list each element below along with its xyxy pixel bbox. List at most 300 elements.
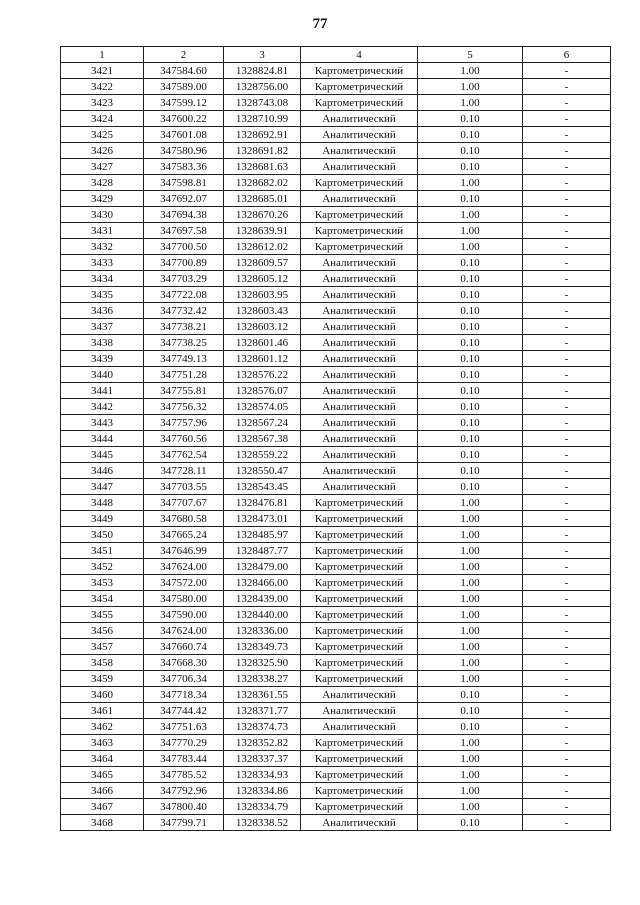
x-coordinate-cell: 347703.29 [144,271,224,287]
accuracy-cell: 1.00 [418,79,523,95]
x-coordinate-cell: 347660.74 [144,639,224,655]
x-coordinate-cell: 347680.58 [144,511,224,527]
note-cell: - [523,799,611,815]
accuracy-cell: 0.10 [418,271,523,287]
note-cell: - [523,271,611,287]
accuracy-cell: 1.00 [418,511,523,527]
point-number-cell: 3440 [61,367,144,383]
accuracy-cell: 0.10 [418,191,523,207]
note-cell: - [523,463,611,479]
table-row [61,223,611,239]
note-cell: - [523,415,611,431]
y-coordinate-cell: 1328567.38 [224,431,301,447]
point-number-cell: 3441 [61,383,144,399]
method-cell: Аналитический [301,159,418,175]
point-number-cell: 3447 [61,479,144,495]
table-row [61,127,611,143]
note-cell: - [523,95,611,111]
method-cell: Аналитический [301,191,418,207]
x-coordinate-cell: 347760.56 [144,431,224,447]
table-row [61,575,611,591]
method-cell: Картометрический [301,767,418,783]
method-cell: Аналитический [301,335,418,351]
x-coordinate-cell: 347800.40 [144,799,224,815]
accuracy-cell: 1.00 [418,751,523,767]
accuracy-cell: 1.00 [418,175,523,191]
y-coordinate-cell: 1328756.00 [224,79,301,95]
accuracy-cell: 1.00 [418,239,523,255]
method-cell: Аналитический [301,319,418,335]
x-coordinate-cell: 347718.34 [144,687,224,703]
point-number-cell: 3429 [61,191,144,207]
note-cell: - [523,607,611,623]
method-cell: Картометрический [301,95,418,111]
note-cell: - [523,191,611,207]
x-coordinate-cell: 347755.81 [144,383,224,399]
x-coordinate-cell: 347762.54 [144,447,224,463]
method-cell: Аналитический [301,415,418,431]
method-cell: Картометрический [301,799,418,815]
method-cell: Аналитический [301,367,418,383]
y-coordinate-cell: 1328691.82 [224,143,301,159]
y-coordinate-cell: 1328338.27 [224,671,301,687]
x-coordinate-cell: 347744.42 [144,703,224,719]
note-cell: - [523,255,611,271]
accuracy-cell: 0.10 [418,703,523,719]
method-cell: Аналитический [301,127,418,143]
x-coordinate-cell: 347580.96 [144,143,224,159]
accuracy-cell: 0.10 [418,479,523,495]
point-number-cell: 3448 [61,495,144,511]
method-cell: Картометрический [301,223,418,239]
method-cell: Аналитический [301,479,418,495]
y-coordinate-cell: 1328550.47 [224,463,301,479]
accuracy-cell: 0.10 [418,415,523,431]
x-coordinate-cell: 347751.63 [144,719,224,735]
note-cell: - [523,335,611,351]
table-row [61,719,611,735]
y-coordinate-cell: 1328338.52 [224,815,301,831]
method-cell: Картометрический [301,575,418,591]
point-number-cell: 3445 [61,447,144,463]
method-cell: Картометрический [301,63,418,79]
table-row [61,95,611,111]
x-coordinate-cell: 347783.44 [144,751,224,767]
y-coordinate-cell: 1328479.00 [224,559,301,575]
accuracy-cell: 0.10 [418,303,523,319]
table-row [61,399,611,415]
note-cell: - [523,399,611,415]
method-cell: Картометрический [301,623,418,639]
accuracy-cell: 0.10 [418,719,523,735]
table-row [61,735,611,751]
y-coordinate-cell: 1328567.24 [224,415,301,431]
point-number-cell: 3456 [61,623,144,639]
note-cell: - [523,655,611,671]
method-cell: Аналитический [301,111,418,127]
y-coordinate-cell: 1328466.00 [224,575,301,591]
table-row [61,207,611,223]
method-cell: Аналитический [301,719,418,735]
x-coordinate-cell: 347770.29 [144,735,224,751]
y-coordinate-cell: 1328371.77 [224,703,301,719]
point-number-cell: 3453 [61,575,144,591]
note-cell: - [523,367,611,383]
method-cell: Картометрический [301,79,418,95]
x-coordinate-cell: 347584.60 [144,63,224,79]
accuracy-cell: 0.10 [418,815,523,831]
point-number-cell: 3430 [61,207,144,223]
table-body [61,63,611,831]
accuracy-cell: 1.00 [418,623,523,639]
accuracy-cell: 1.00 [418,543,523,559]
table-row [61,591,611,607]
x-coordinate-cell: 347738.25 [144,335,224,351]
y-coordinate-cell: 1328473.01 [224,511,301,527]
accuracy-cell: 0.10 [418,431,523,447]
table-row [61,383,611,399]
table-row [61,783,611,799]
y-coordinate-cell: 1328601.46 [224,335,301,351]
accuracy-cell: 0.10 [418,111,523,127]
x-coordinate-cell: 347589.00 [144,79,224,95]
table-row [61,687,611,703]
x-coordinate-cell: 347749.13 [144,351,224,367]
method-cell: Аналитический [301,383,418,399]
point-number-cell: 3434 [61,271,144,287]
table-row [61,623,611,639]
x-coordinate-cell: 347756.32 [144,399,224,415]
table-row [61,559,611,575]
note-cell: - [523,287,611,303]
y-coordinate-cell: 1328439.00 [224,591,301,607]
y-coordinate-cell: 1328605.12 [224,271,301,287]
y-coordinate-cell: 1328670.26 [224,207,301,223]
table-header-row [61,47,611,63]
y-coordinate-cell: 1328603.95 [224,287,301,303]
point-number-cell: 3435 [61,287,144,303]
method-cell: Картометрический [301,671,418,687]
accuracy-cell: 1.00 [418,639,523,655]
accuracy-cell: 1.00 [418,63,523,79]
y-coordinate-cell: 1328440.00 [224,607,301,623]
point-number-cell: 3425 [61,127,144,143]
note-cell: - [523,495,611,511]
point-number-cell: 3436 [61,303,144,319]
point-number-cell: 3451 [61,543,144,559]
table-row [61,447,611,463]
y-coordinate-cell: 1328325.90 [224,655,301,671]
note-cell: - [523,767,611,783]
table-row [61,271,611,287]
note-cell: - [523,687,611,703]
accuracy-cell: 1.00 [418,95,523,111]
note-cell: - [523,143,611,159]
accuracy-cell: 0.10 [418,463,523,479]
note-cell: - [523,63,611,79]
y-coordinate-cell: 1328576.22 [224,367,301,383]
y-coordinate-cell: 1328612.02 [224,239,301,255]
accuracy-cell: 0.10 [418,127,523,143]
method-cell: Картометрический [301,559,418,575]
y-coordinate-cell: 1328361.55 [224,687,301,703]
y-coordinate-cell: 1328334.93 [224,767,301,783]
accuracy-cell: 0.10 [418,367,523,383]
accuracy-cell: 0.10 [418,351,523,367]
accuracy-cell: 1.00 [418,607,523,623]
y-coordinate-cell: 1328485.97 [224,527,301,543]
accuracy-cell: 0.10 [418,287,523,303]
y-coordinate-cell: 1328352.82 [224,735,301,751]
note-cell: - [523,319,611,335]
method-cell: Картометрический [301,735,418,751]
method-cell: Аналитический [301,399,418,415]
point-number-cell: 3455 [61,607,144,623]
x-coordinate-cell: 347580.00 [144,591,224,607]
point-number-cell: 3449 [61,511,144,527]
point-number-cell: 3442 [61,399,144,415]
table-row [61,255,611,271]
y-coordinate-cell: 1328574.05 [224,399,301,415]
x-coordinate-cell: 347598.81 [144,175,224,191]
point-number-cell: 3421 [61,63,144,79]
column-header: 5 [418,47,523,63]
x-coordinate-cell: 347624.00 [144,623,224,639]
table-row [61,191,611,207]
method-cell: Картометрический [301,655,418,671]
column-header: 4 [301,47,418,63]
point-number-cell: 3439 [61,351,144,367]
x-coordinate-cell: 347799.71 [144,815,224,831]
note-cell: - [523,127,611,143]
accuracy-cell: 1.00 [418,767,523,783]
method-cell: Картометрический [301,591,418,607]
method-cell: Аналитический [301,303,418,319]
point-number-cell: 3426 [61,143,144,159]
x-coordinate-cell: 347707.67 [144,495,224,511]
note-cell: - [523,719,611,735]
y-coordinate-cell: 1328576.07 [224,383,301,399]
x-coordinate-cell: 347583.36 [144,159,224,175]
method-cell: Картометрический [301,639,418,655]
x-coordinate-cell: 347757.96 [144,415,224,431]
table-row [61,367,611,383]
accuracy-cell: 0.10 [418,399,523,415]
table-row [61,671,611,687]
column-header: 2 [144,47,224,63]
x-coordinate-cell: 347624.00 [144,559,224,575]
method-cell: Аналитический [301,703,418,719]
accuracy-cell: 1.00 [418,223,523,239]
table-row [61,495,611,511]
x-coordinate-cell: 347697.58 [144,223,224,239]
method-cell: Аналитический [301,431,418,447]
point-number-cell: 3446 [61,463,144,479]
accuracy-cell: 1.00 [418,559,523,575]
note-cell: - [523,111,611,127]
point-number-cell: 3460 [61,687,144,703]
note-cell: - [523,815,611,831]
x-coordinate-cell: 347732.42 [144,303,224,319]
y-coordinate-cell: 1328476.81 [224,495,301,511]
note-cell: - [523,303,611,319]
x-coordinate-cell: 347706.34 [144,671,224,687]
table-row [61,431,611,447]
accuracy-cell: 0.10 [418,447,523,463]
y-coordinate-cell: 1328559.22 [224,447,301,463]
table-row [61,799,611,815]
accuracy-cell: 0.10 [418,383,523,399]
accuracy-cell: 0.10 [418,255,523,271]
point-number-cell: 3457 [61,639,144,655]
x-coordinate-cell: 347785.52 [144,767,224,783]
point-number-cell: 3463 [61,735,144,751]
y-coordinate-cell: 1328681.63 [224,159,301,175]
x-coordinate-cell: 347692.07 [144,191,224,207]
note-cell: - [523,527,611,543]
note-cell: - [523,431,611,447]
table-row [61,527,611,543]
table-row [61,511,611,527]
table-row [61,767,611,783]
coordinates-table [60,46,611,831]
accuracy-cell: 1.00 [418,799,523,815]
table-row [61,175,611,191]
method-cell: Картометрический [301,175,418,191]
x-coordinate-cell: 347703.55 [144,479,224,495]
method-cell: Картометрический [301,783,418,799]
note-cell: - [523,751,611,767]
point-number-cell: 3428 [61,175,144,191]
x-coordinate-cell: 347601.08 [144,127,224,143]
accuracy-cell: 1.00 [418,527,523,543]
table-row [61,111,611,127]
point-number-cell: 3454 [61,591,144,607]
method-cell: Аналитический [301,287,418,303]
point-number-cell: 3452 [61,559,144,575]
note-cell: - [523,543,611,559]
x-coordinate-cell: 347722.08 [144,287,224,303]
method-cell: Картометрический [301,495,418,511]
x-coordinate-cell: 347694.38 [144,207,224,223]
method-cell: Аналитический [301,815,418,831]
table-row [61,655,611,671]
table-row [61,287,611,303]
y-coordinate-cell: 1328824.81 [224,63,301,79]
table-row [61,815,611,831]
accuracy-cell: 1.00 [418,207,523,223]
y-coordinate-cell: 1328692.91 [224,127,301,143]
y-coordinate-cell: 1328334.86 [224,783,301,799]
accuracy-cell: 0.10 [418,143,523,159]
table-row [61,319,611,335]
method-cell: Аналитический [301,447,418,463]
y-coordinate-cell: 1328603.43 [224,303,301,319]
point-number-cell: 3464 [61,751,144,767]
method-cell: Аналитический [301,255,418,271]
table-row [61,607,611,623]
note-cell: - [523,735,611,751]
point-number-cell: 3466 [61,783,144,799]
x-coordinate-cell: 347665.24 [144,527,224,543]
method-cell: Картометрический [301,511,418,527]
x-coordinate-cell: 347646.99 [144,543,224,559]
x-coordinate-cell: 347728.11 [144,463,224,479]
note-cell: - [523,591,611,607]
x-coordinate-cell: 347738.21 [144,319,224,335]
table-row [61,463,611,479]
point-number-cell: 3450 [61,527,144,543]
x-coordinate-cell: 347600.22 [144,111,224,127]
point-number-cell: 3459 [61,671,144,687]
accuracy-cell: 0.10 [418,319,523,335]
note-cell: - [523,703,611,719]
point-number-cell: 3462 [61,719,144,735]
method-cell: Аналитический [301,463,418,479]
note-cell: - [523,559,611,575]
y-coordinate-cell: 1328349.73 [224,639,301,655]
accuracy-cell: 1.00 [418,655,523,671]
y-coordinate-cell: 1328487.77 [224,543,301,559]
table-row [61,351,611,367]
note-cell: - [523,207,611,223]
point-number-cell: 3458 [61,655,144,671]
note-cell: - [523,223,611,239]
note-cell: - [523,351,611,367]
method-cell: Картометрический [301,239,418,255]
accuracy-cell: 1.00 [418,495,523,511]
method-cell: Аналитический [301,687,418,703]
y-coordinate-cell: 1328682.02 [224,175,301,191]
table-row [61,543,611,559]
note-cell: - [523,623,611,639]
y-coordinate-cell: 1328603.12 [224,319,301,335]
note-cell: - [523,479,611,495]
y-coordinate-cell: 1328601.12 [224,351,301,367]
method-cell: Аналитический [301,143,418,159]
x-coordinate-cell: 347599.12 [144,95,224,111]
note-cell: - [523,783,611,799]
x-coordinate-cell: 347668.30 [144,655,224,671]
accuracy-cell: 1.00 [418,591,523,607]
point-number-cell: 3444 [61,431,144,447]
note-cell: - [523,447,611,463]
accuracy-cell: 1.00 [418,783,523,799]
method-cell: Аналитический [301,351,418,367]
table-row [61,479,611,495]
y-coordinate-cell: 1328685.01 [224,191,301,207]
table-row [61,159,611,175]
point-number-cell: 3427 [61,159,144,175]
accuracy-cell: 0.10 [418,687,523,703]
method-cell: Картометрический [301,527,418,543]
column-header: 6 [523,47,611,63]
accuracy-cell: 1.00 [418,671,523,687]
table-row [61,143,611,159]
point-number-cell: 3438 [61,335,144,351]
x-coordinate-cell: 347700.50 [144,239,224,255]
point-number-cell: 3461 [61,703,144,719]
accuracy-cell: 1.00 [418,575,523,591]
page-number: 77 [312,16,328,32]
table-row [61,303,611,319]
table-row [61,415,611,431]
accuracy-cell: 1.00 [418,735,523,751]
point-number-cell: 3431 [61,223,144,239]
table-row [61,239,611,255]
x-coordinate-cell: 347751.28 [144,367,224,383]
accuracy-cell: 0.10 [418,335,523,351]
